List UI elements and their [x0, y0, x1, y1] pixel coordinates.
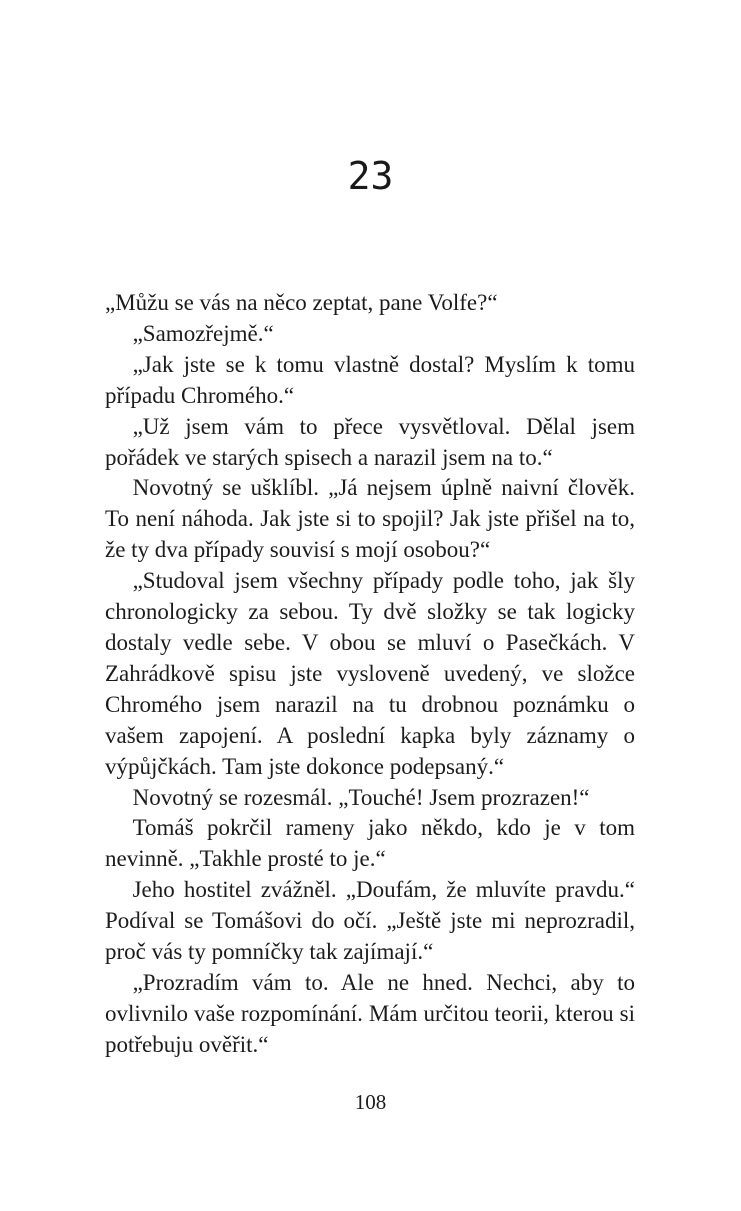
paragraph: „Jak jste se k tomu vlastně dostal? Myslím k tomu případu Chromého.“	[105, 351, 635, 408]
paragraph: „Prozradím vám to. Ale ne hned. Nechci, aby to ovlivnilo vaše rozpomínání. Mám určitou teorii, kterou si potřebuju ověřit.“	[105, 969, 635, 1057]
paragraph: Novotný se ušklíbl. „Já nejsem úplně naivní člověk. To není náhoda. Jak jste si to spojil? Jak jste přišel na to, že ty dva případy souvisí s mojí osobou?“	[105, 475, 635, 563]
chapter-number: 23	[347, 154, 394, 198]
paragraph: Tomáš pokrčil rameny jako někdo, kdo je v tom nevinně. „Takhle prosté to je.“	[105, 815, 635, 872]
paragraph: „Můžu se vás na něco zeptat, pane Volfe?“	[105, 290, 498, 315]
paragraph: „Už jsem vám to přece vysvětloval. Dělal jsem pořádek ve starých spisech a narazil jsem na to.“	[105, 413, 635, 470]
paragraph: Novotný se rozesmál. „Touché! Jsem prozrazen!“	[132, 784, 590, 810]
paragraph: „Samozřejmě.“	[132, 320, 274, 346]
page-number: 108	[354, 1090, 387, 1114]
body-text	[105, 288, 635, 1061]
paragraph: „Studoval jsem všechny případy podle toho, jak šly chronologicky za sebou. Ty dvě složky se tak logicky dostaly vedle sebe. V obou se mluví o Pasečkách. V Zahrádkově spisu jste vysloveně uvedený, ve složce Chromého jsem narazil na tu drobnou poznámku o vašem zapojení. A poslední kapka byly záznamy o výpůjčkách. Tam jste dokonce podepsaný.“	[105, 568, 635, 779]
paragraph: Jeho hostitel zvážněl. „Doufám, že mluvíte pravdu.“ Podíval se Tomášovi do očí. „Ještě jste mi neprozradil, proč vás ty pomníčky tak zajímají.“	[105, 877, 635, 965]
